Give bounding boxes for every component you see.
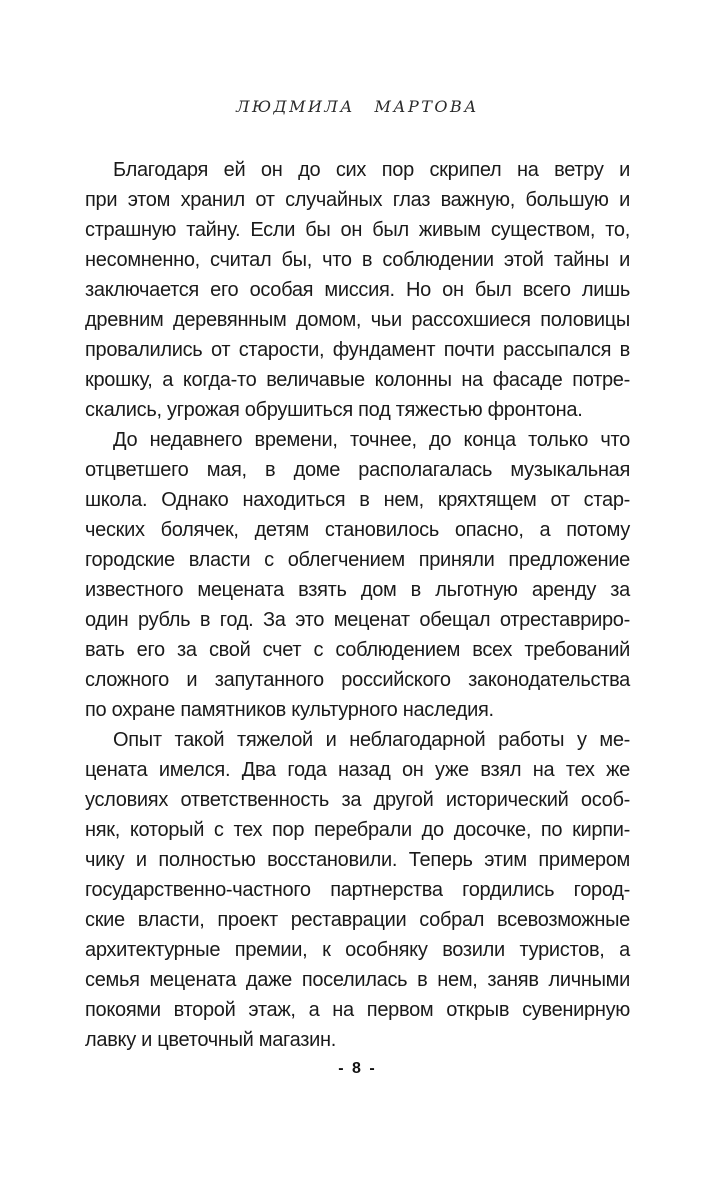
text-line: древним деревянным домом, чьи рассохшиеся половицы xyxy=(85,309,630,331)
text-line: покоями второй этаж, а на первом открыв сувенирную xyxy=(85,999,630,1021)
text-line: заключается его особая миссия. Но он был всего лишь xyxy=(85,279,630,301)
text-line: скались, угрожая обрушиться под тяжестью фронтона. xyxy=(85,399,583,421)
text-line: условиях ответственность за другой исторический особ- xyxy=(85,789,630,811)
text-line: няк, который с тех пор перебрали до досочке, по кирпи- xyxy=(85,819,630,841)
text-line: семья мецената даже поселилась в нем, заняв личными xyxy=(85,969,630,991)
text-line: ские власти, проект реставрации собрал всевозможные xyxy=(85,909,630,931)
text-line: отцветшего мая, в доме располагалась музыкальная xyxy=(85,459,630,481)
text-line: по охране памятников культурного наследия. xyxy=(85,699,494,721)
text-line: один рубль в год. За это меценат обещал отреставриро- xyxy=(85,609,630,631)
text-line: цената имелся. Два года назад он уже взял на тех же xyxy=(85,759,630,781)
text-line: Благодаря ей он до сих пор скрипел на ветру и xyxy=(113,159,630,181)
text-line: государственно-частного партнерства гордились город- xyxy=(85,879,630,901)
text-line: крошку, а когда-то величавые колонны на фасаде потре- xyxy=(85,369,630,391)
text-line: несомненно, считал бы, что в соблюдении этой тайны и xyxy=(85,249,630,271)
text-line: провалились от старости, фундамент почти рассыпался в xyxy=(85,339,630,361)
text-line: чику и полностью восстановили. Теперь этим примером xyxy=(85,849,630,871)
page-number: - 8 - xyxy=(338,1060,377,1077)
text-line: городские власти с облегчением приняли предложение xyxy=(85,549,630,571)
text-line: вать его за свой счет с соблюдением всех требований xyxy=(85,639,630,661)
text-line: при этом хранил от случайных глаз важную, большую и xyxy=(85,189,630,211)
text-line: сложного и запутанного российского законодательства xyxy=(85,669,630,691)
text-line: ческих болячек, детям становилось опасно, а потому xyxy=(85,519,630,541)
running-head-author: ЛЮДМИЛА МАРТОВА xyxy=(236,97,479,116)
body-text xyxy=(85,155,630,1055)
text-line: известного мецената взять дом в льготную аренду за xyxy=(85,579,630,601)
text-line: архитектурные премии, к особняку возили туристов, а xyxy=(85,939,630,961)
text-line: школа. Однако находиться в нем, кряхтящем от стар- xyxy=(85,489,630,511)
text-line: Опыт такой тяжелой и неблагодарной работы у ме- xyxy=(113,729,630,751)
text-line: страшную тайну. Если бы он был живым существом, то, xyxy=(85,219,630,241)
text-line: До недавнего времени, точнее, до конца только что xyxy=(113,429,630,451)
text-line: лавку и цветочный магазин. xyxy=(85,1029,336,1051)
